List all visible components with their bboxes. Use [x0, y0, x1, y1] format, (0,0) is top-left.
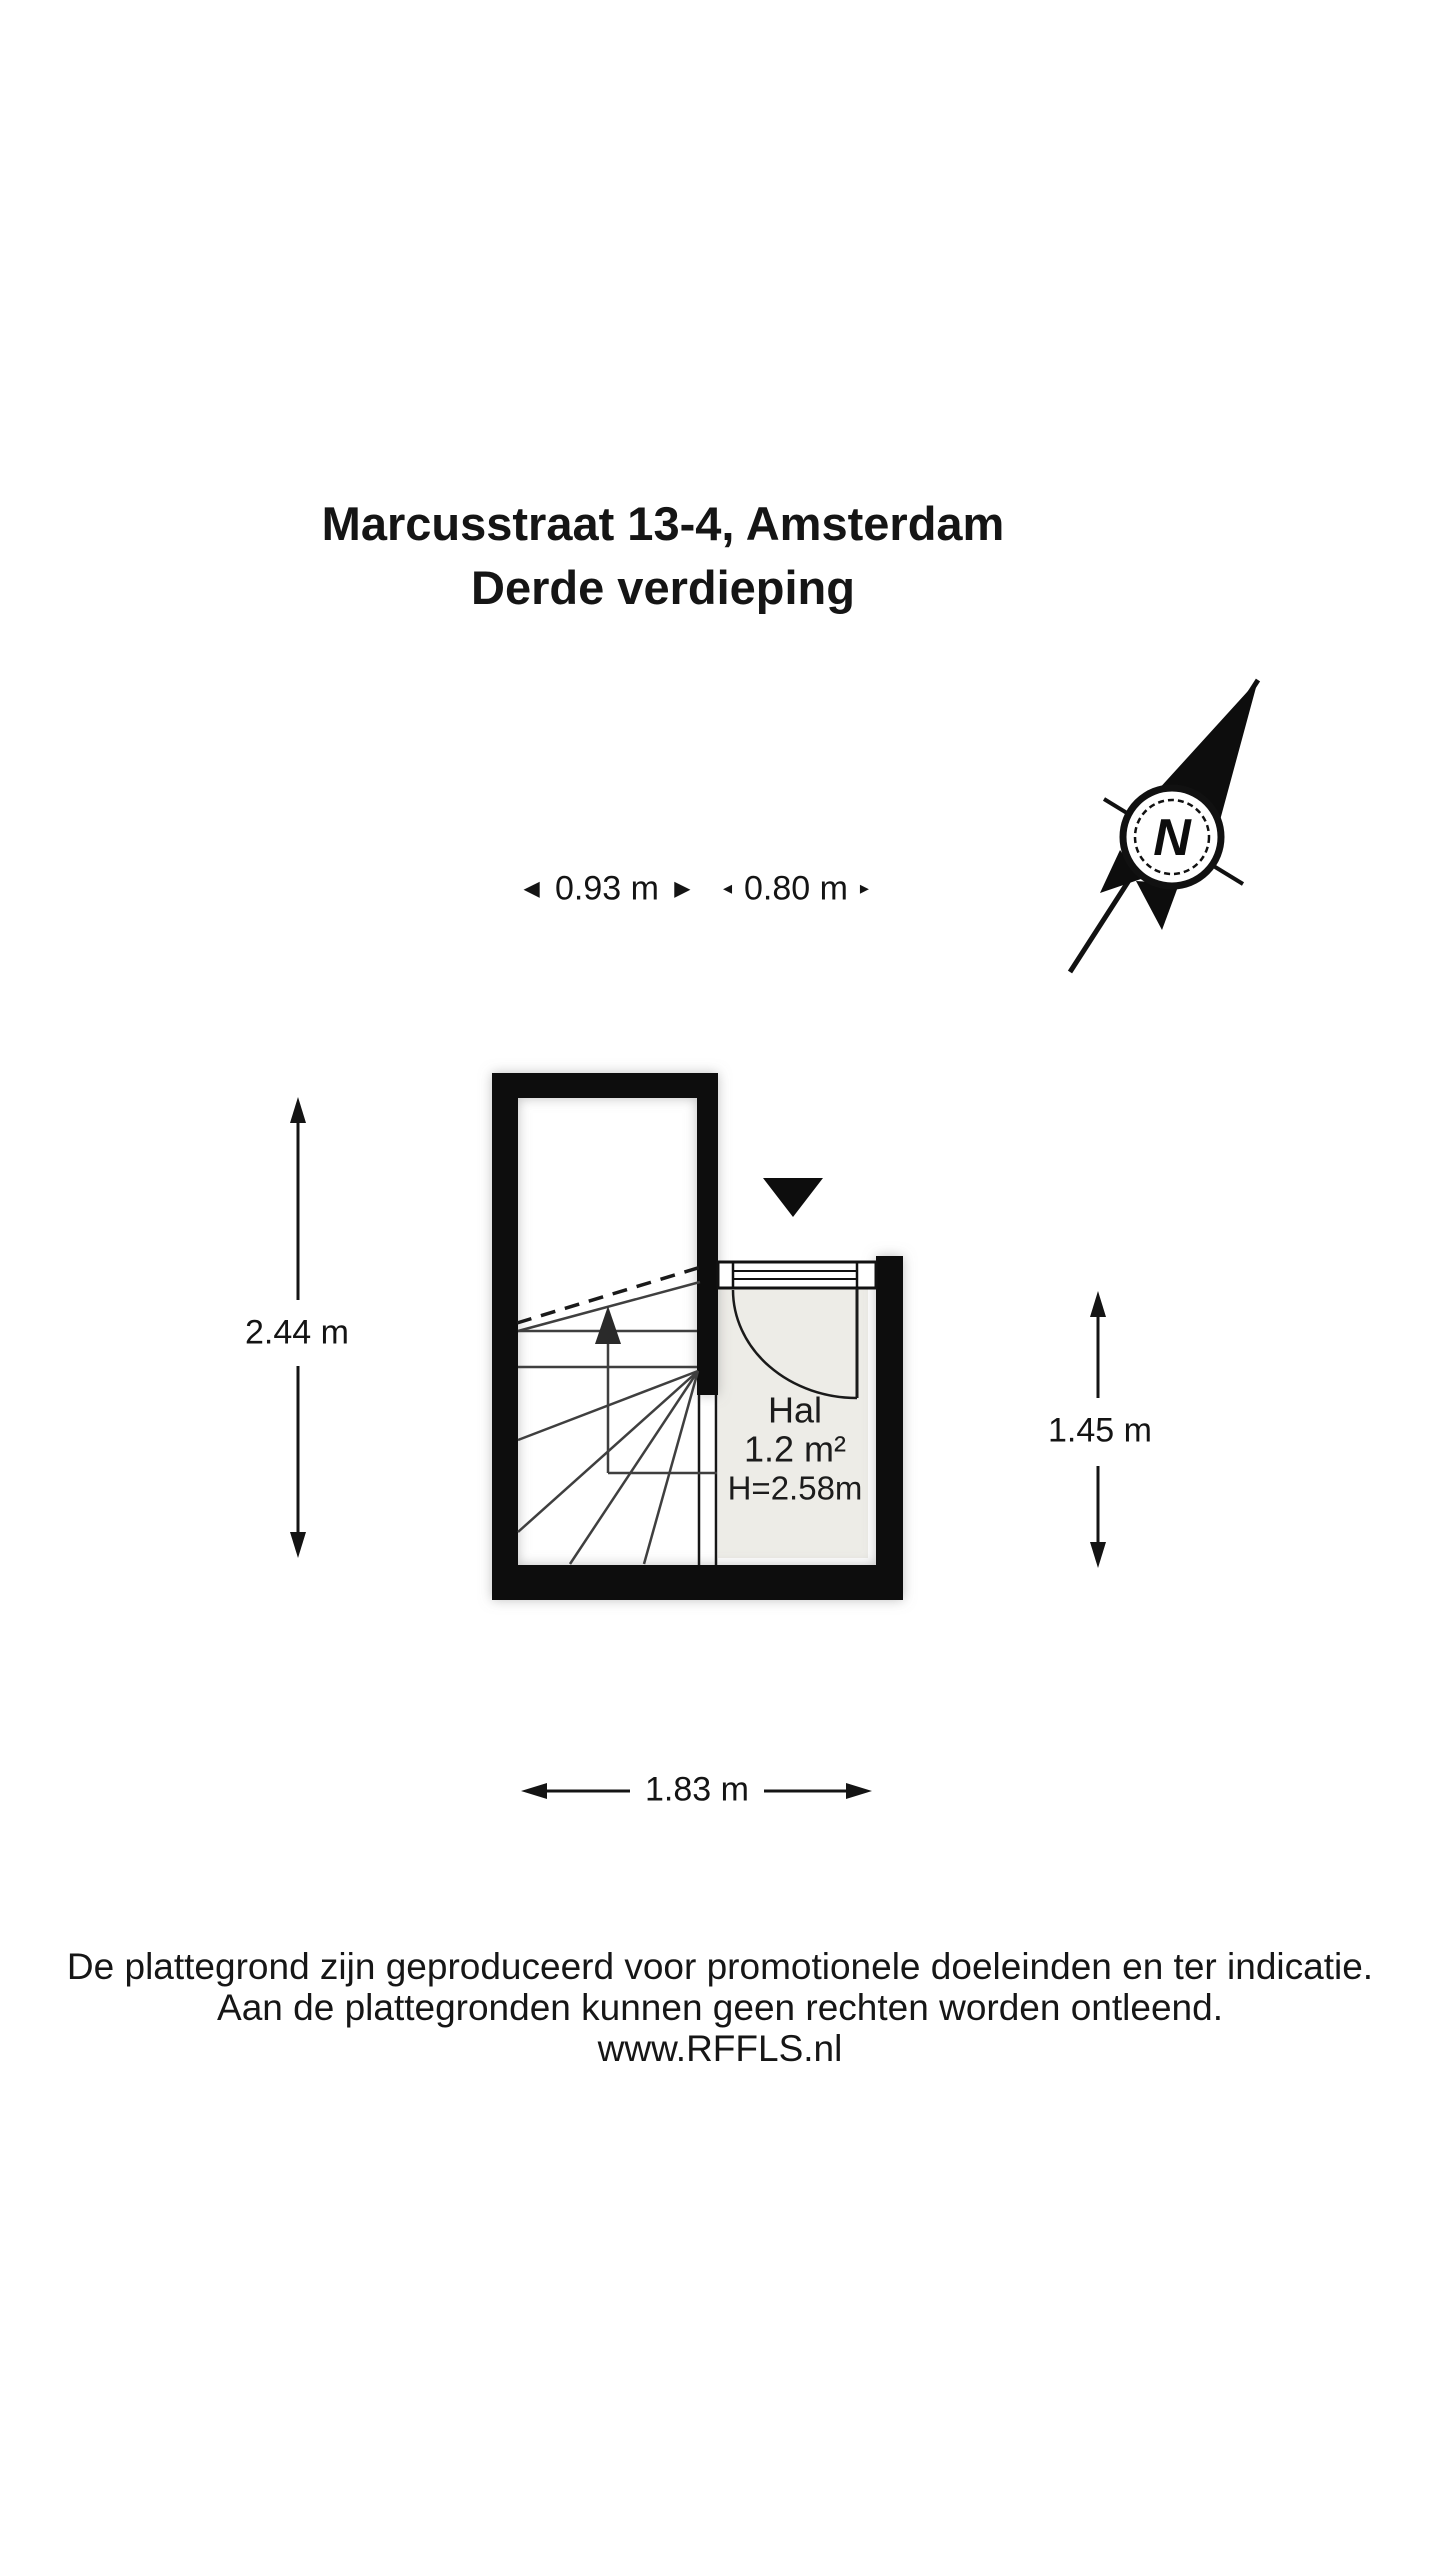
dimension-width-hall — [711, 870, 881, 909]
dimension-width-hall-value: 0.80 m — [744, 869, 848, 908]
arrow-left-icon — [521, 1783, 547, 1799]
disclaimer-website: www.RFFLS.nl — [597, 2028, 843, 2069]
arrow-down-icon — [290, 1532, 306, 1558]
room-ceiling-height: H=2.58m — [727, 1469, 863, 1507]
wall-bottom — [492, 1565, 903, 1600]
disclaimer-line-2: Aan de plattegronden kunnen geen rechten worden ontleend. — [217, 1987, 1223, 2028]
compass-n-label: N — [1153, 809, 1191, 867]
dimension-height-stairwell-value: 2.44 m — [239, 1314, 355, 1353]
wall-middle — [697, 1073, 718, 1395]
dimension-height-hall-value: 1.45 m — [1042, 1412, 1158, 1451]
compass-north-icon — [1040, 640, 1300, 1020]
wall-right — [876, 1256, 903, 1600]
plan-title — [322, 492, 1005, 620]
arrow-right-icon — [846, 1783, 872, 1799]
plan-title-address: Marcusstraat 13-4, Amsterdam — [321, 497, 1005, 550]
disclaimer — [0, 1946, 1440, 2069]
arrow-down-icon — [1090, 1542, 1106, 1568]
plan-title-floor: Derde verdieping — [471, 561, 855, 614]
arrow-left-small-icon: ◄ — [720, 880, 736, 898]
arrow-right-small-icon: ► — [856, 880, 872, 898]
dimension-width-total-value: 1.83 m — [639, 1771, 755, 1810]
room-name: Hal — [767, 1389, 823, 1431]
room-area: 1.2 m² — [743, 1428, 847, 1470]
disclaimer-line-1: De plattegrond zijn geproduceerd voor promotionele doeleinden en ter indicatie. — [66, 1946, 1374, 1987]
wall-left — [492, 1073, 518, 1600]
dimension-width-stairwell — [508, 870, 705, 909]
arrow-right-icon: ► — [668, 873, 696, 904]
window-frame — [718, 1262, 876, 1288]
arrow-up-icon — [290, 1097, 306, 1123]
arrow-left-icon: ◄ — [518, 873, 546, 904]
entry-window-band — [718, 1262, 876, 1288]
arrow-up-icon — [1090, 1291, 1106, 1317]
wall-top — [492, 1073, 718, 1098]
floorplan-drawing — [450, 1040, 930, 1620]
room-label-hal — [728, 1391, 863, 1508]
wall-opening-strip — [699, 1395, 716, 1565]
staircase — [517, 1267, 717, 1564]
dimension-width-stairwell-value: 0.93 m — [555, 869, 659, 908]
entry-arrow-icon — [763, 1178, 823, 1217]
stair-up-arrow-icon — [595, 1306, 621, 1344]
stair-winder-4 — [644, 1371, 698, 1564]
